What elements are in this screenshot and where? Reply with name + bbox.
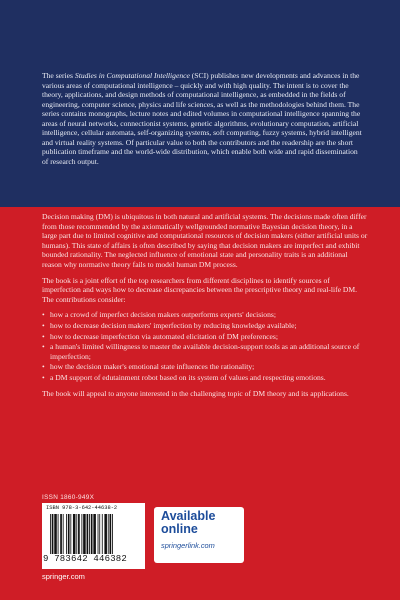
publisher-url[interactable]: springer.com [42, 572, 85, 581]
barcode-bar [66, 514, 67, 554]
barcode-number: 9 783642 446382 [43, 554, 128, 564]
barcode-bar [89, 514, 90, 554]
series-blurb [42, 71, 364, 166]
available-line-2: online [161, 522, 198, 536]
book-description [42, 212, 368, 404]
available-online-title [161, 510, 241, 536]
description-paragraph-3: The book will appeal to anyone interested in the challenging topic of DM theory and its applications. [42, 388, 349, 398]
barcode-bar [108, 514, 109, 554]
bullet-icon: • [42, 372, 45, 382]
barcode-bar [54, 514, 57, 554]
bullet-icon: • [42, 362, 45, 372]
series-blurb-pre: The series [42, 71, 75, 80]
barcode-bar [112, 514, 113, 554]
list-item [42, 362, 368, 372]
barcode-bar [63, 514, 64, 554]
list-item-text: how to decrease imperfection via automated elicitation of DM preferences; [50, 331, 278, 341]
barcode-bar [58, 514, 59, 554]
bullet-icon: • [42, 320, 45, 330]
list-item [42, 342, 368, 361]
barcode-bars [50, 514, 140, 554]
bullet-icon: • [42, 331, 45, 341]
barcode-bar [93, 514, 96, 554]
barcode-bar [87, 514, 89, 554]
bullet-icon: • [42, 342, 45, 352]
barcode-bar [81, 514, 82, 554]
barcode-bar [73, 514, 76, 554]
list-item-text: a DM support of edutainment robot based on its system of values and respecting emotions. [50, 372, 326, 382]
list-item-text: a human's limited willingness to master the available decision-support tools as an additional source of imperfection; [50, 342, 360, 361]
barcode-bar [60, 514, 62, 554]
list-item-text: how the decision maker's emotional state influences the rationality; [50, 362, 255, 372]
list-item-text: how a crowd of imperfect decision makers outperforms experts' decisions; [50, 310, 276, 320]
barcode-bar [104, 514, 107, 554]
isbn-barcode [42, 503, 145, 569]
barcode-bar [52, 514, 54, 554]
list-item [42, 332, 368, 342]
barcode-bar [91, 514, 93, 554]
contributions-list [42, 310, 368, 382]
available-line-1: Available [161, 509, 216, 523]
available-online-badge[interactable] [154, 507, 244, 563]
barcode-bar [110, 514, 112, 554]
series-panel [0, 0, 400, 207]
barcode-bar [70, 514, 71, 554]
barcode-bar [68, 514, 70, 554]
barcode-bar [99, 514, 100, 554]
issn-label: ISSN 1860-949X [42, 494, 95, 501]
list-item [42, 373, 368, 383]
list-item [42, 310, 368, 320]
list-item-text: how to decrease decision makers' imperfection by reducing knowledge available; [50, 320, 297, 330]
barcode-bar [78, 514, 80, 554]
series-blurb-post: (SCI) publishes new developments and advances in the various areas of computational intelligence – quickly and with high quality. The intent is to cover the theory, applications, and design methods of computational intelligence, as embedded in the fields of engineering, computer science, physics and life sciences, as well as the methodologies behind them. The series contains monographs, lecture notes and edited volumes in computational intelligence spanning the areas of neural networks, connectionist systems, genetic algorithms, evolutionary computation, artificial intelligence, cellular automata, self-organizing systems, soft computing, fuzzy systems, hybrid intelligent and virtual reality systems. Of particular value to both the contributors and the readership are the short publication timeframe and the world-wide distribution, which enable both wide and rapid dissemination of research output. [42, 71, 362, 166]
barcode-bar [50, 514, 51, 554]
series-name: Studies in Computational Intelligence [74, 71, 190, 80]
barcode-bar [76, 514, 77, 554]
description-paragraph-1: Decision making (DM) is ubiquitous in both natural and artificial systems. The decisions made often differ from those recommended by the axiomatically wellgrounded normative Bayesian decision theory, in a large part due to limited cognitive and computational resources of decision makers (either artificial units or humans). This state of affairs is often described by saying that decision makers are imperfect and exhibit bounded rationality. The neglected influence of emotional state and personality traits is an additional reason why normative theory fails to model human DM process. [42, 212, 368, 269]
list-item [42, 321, 368, 331]
barcode-bar [98, 514, 99, 554]
bullet-icon: • [42, 310, 45, 320]
isbn-label: ISBN 978-3-642-44638-2 [46, 505, 118, 511]
barcode-bar [83, 514, 86, 554]
springerlink-url[interactable]: springerlink.com [161, 541, 215, 550]
description-paragraph-2: The book is a joint effort of the top researchers from different disciplines to identify sources of imperfection and ways how to decrease discrepancies between the prescriptive theory and real-life DM. The contributions consider: [42, 275, 358, 304]
barcode-bar [102, 514, 103, 554]
